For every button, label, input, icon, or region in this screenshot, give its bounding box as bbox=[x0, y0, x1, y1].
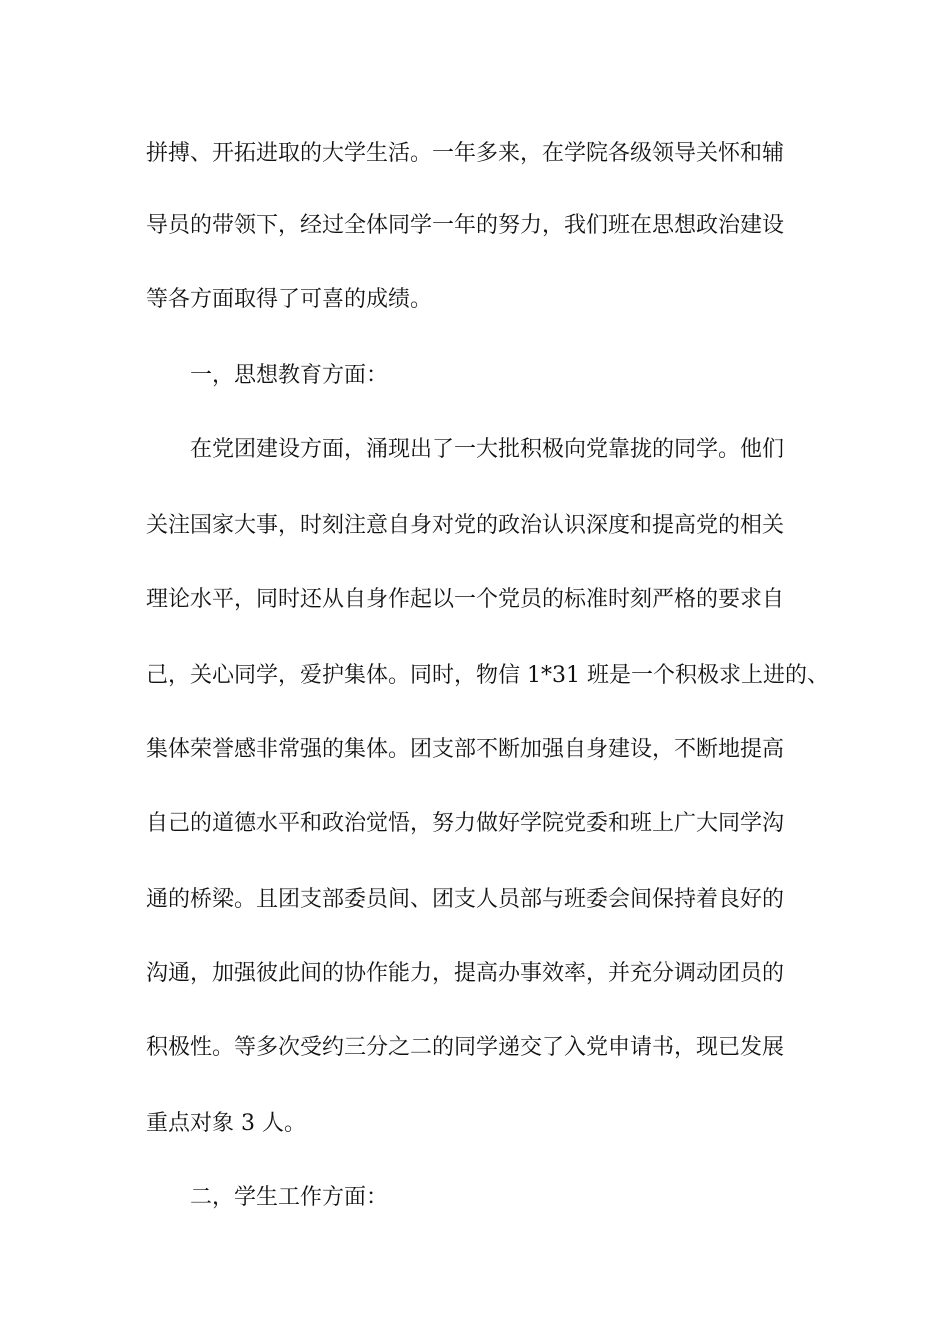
section-heading: 二，学生工作方面： bbox=[190, 1185, 389, 1210]
paragraph-line: 集体荣誉感非常强的集体。团支部不断加强自身建设，不断地提高 bbox=[146, 737, 785, 762]
paragraph-line: 拼搏、开拓进取的大学生活。一年多来，在学院各级领导关怀和辅 bbox=[146, 141, 785, 166]
section-heading: 一，思想教育方面： bbox=[190, 363, 389, 388]
paragraph-line: 重点对象 3 人。 bbox=[146, 1111, 306, 1136]
paragraph-line: 自己的道德水平和政治觉悟，努力做好学院党委和班上广大同学沟 bbox=[146, 811, 785, 836]
paragraph-line: 沟通，加强彼此间的协作能力，提高办事效率，并充分调动团员的 bbox=[146, 961, 785, 986]
paragraph-line: 导员的带领下，经过全体同学一年的努力，我们班在思想政治建设 bbox=[146, 213, 785, 238]
paragraph-line: 己，关心同学，爱护集体。同时，物信 1*31 班是一个积极求上进的、 bbox=[146, 663, 829, 688]
paragraph-line: 通的桥梁。且团支部委员间、团支人员部与班委会间保持着良好的 bbox=[146, 887, 785, 912]
paragraph-line: 理论水平，同时还从自身作起以一个党员的标准时刻严格的要求自 bbox=[146, 587, 785, 612]
paragraph-line: 等各方面取得了可喜的成绩。 bbox=[146, 287, 433, 312]
paragraph-line: 在党团建设方面，涌现出了一大批积极向党靠拢的同学。他们 bbox=[190, 437, 785, 462]
paragraph-line: 关注国家大事，时刻注意自身对党的政治认识深度和提高党的相关 bbox=[146, 513, 785, 538]
paragraph-line: 积极性。等多次受约三分之二的同学递交了入党申请书，现已发展 bbox=[146, 1035, 785, 1060]
